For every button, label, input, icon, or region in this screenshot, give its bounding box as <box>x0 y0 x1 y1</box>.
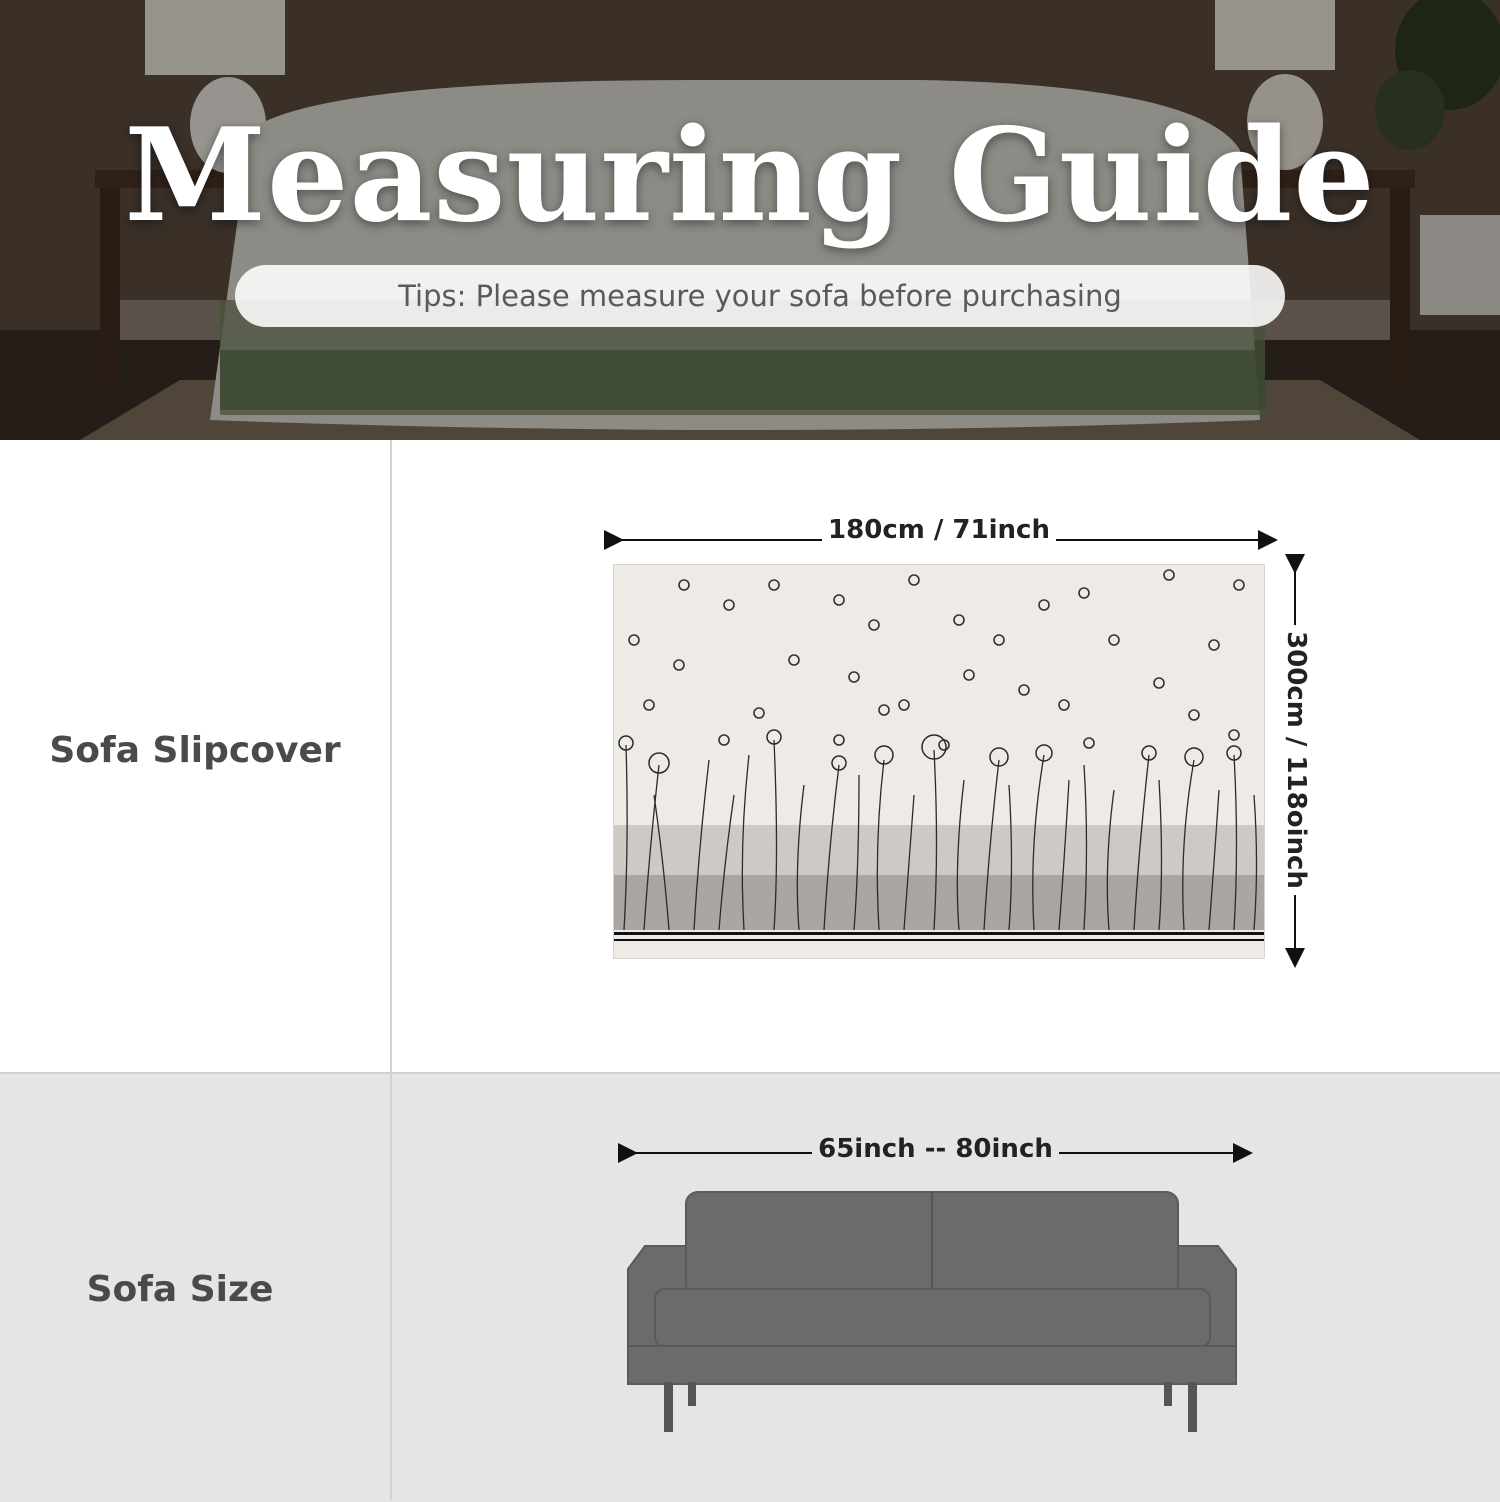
page-title: Measuring Guide <box>124 101 1376 251</box>
sofa-icon <box>628 1192 1236 1432</box>
sofa-size-label: Sofa Size <box>86 1269 274 1310</box>
tips-text: Tips: Please measure your sofa before purchasing <box>398 279 1122 313</box>
sofa-size-row <box>0 1072 1500 1502</box>
column-divider <box>390 440 392 1500</box>
slipcover-label: Sofa Slipcover <box>49 730 341 771</box>
slipcover-image <box>613 564 1265 959</box>
hero-banner <box>0 0 1500 440</box>
sofa-width-label: 65inch -- 80inch <box>628 1134 1243 1164</box>
tips-banner <box>235 265 1285 327</box>
botanical-pattern <box>614 565 1264 958</box>
slipcover-width-label: 180cm / 71inch <box>614 515 1264 545</box>
slipcover-height-label: 300cm / 118oinch <box>1281 625 1311 895</box>
slipcover-row <box>0 440 1500 1072</box>
